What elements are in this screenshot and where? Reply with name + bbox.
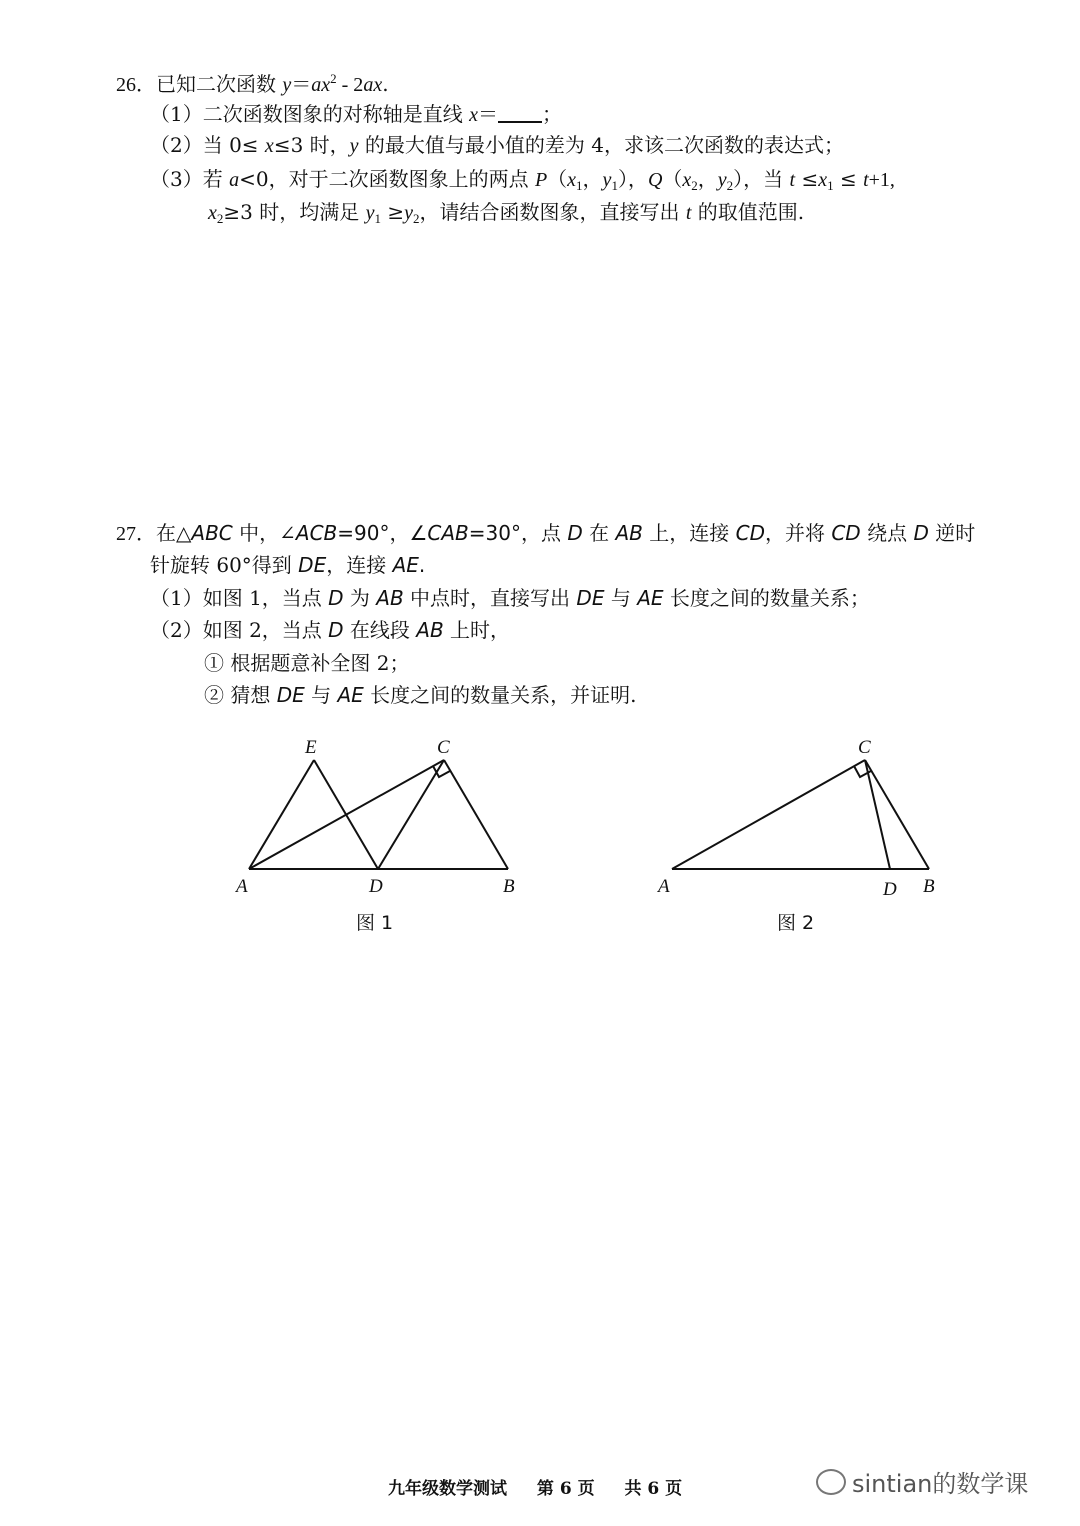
q26-part-3 (150, 166, 895, 199)
footer-grade: 九年级数学测试 (388, 1479, 507, 1499)
q27-CD1: CD (735, 521, 765, 545)
q27-s2-a: ② 猜想 (204, 683, 277, 707)
q27-p1-DE: DE (576, 586, 605, 610)
fig1-label-B: B (503, 876, 515, 897)
wechat-icon (816, 1469, 846, 1495)
q27-D2: D (913, 521, 929, 545)
q27-l2-b: ，连接 (326, 553, 393, 577)
q27-l1-g: ，并将 (764, 521, 832, 545)
q26-p3-lp2: （ (662, 167, 683, 191)
q27-p1-a: （1）如图 1，当点 (150, 586, 329, 610)
q26-p3-x1: x (567, 169, 577, 191)
q26-p3-sub1b: 1 (611, 178, 618, 193)
fig1-label-E: E (305, 737, 317, 758)
q27-l2-c: . (418, 553, 426, 577)
q26-minus: - 2 (336, 74, 364, 96)
q27-p2-AB: AB (416, 618, 444, 642)
q26-p3-sub1a: 1 (576, 178, 583, 193)
fig2-segment-CB (865, 760, 929, 869)
fig1-label-D: D (369, 876, 383, 897)
q27-l1-b: 中，∠ (232, 521, 296, 545)
q27-part-2 (150, 617, 510, 643)
q26-p1-text: （1）二次函数图象的对称轴是直线 (150, 102, 470, 126)
q26-var-y: y (282, 74, 292, 96)
q26-p1-x: x (469, 104, 478, 126)
q26-p3-y1: y (602, 169, 612, 191)
q26-p3-le1: ≤ (795, 167, 819, 191)
q26-p3-sub1c: 1 (827, 178, 834, 193)
q26-p2-y: y (349, 135, 359, 157)
q26-p3-comma2: ， (697, 167, 718, 191)
fig2-label-B: B (923, 876, 935, 897)
q27-s2-b: 与 (304, 683, 338, 707)
q27-l1-d: =30°，点 (468, 521, 568, 545)
q26-p3-comma1: ， (582, 167, 603, 191)
fig1-segment-AE (249, 760, 314, 869)
q26-var-ax2: ax (363, 74, 383, 96)
q27-l2-a: 针旋转 60°得到 (150, 553, 299, 577)
q27-number: 27． (116, 523, 156, 545)
q26-p3-x1b: x (818, 169, 828, 191)
q27-p2-D: D (328, 618, 344, 642)
q26-p3-sub2c: 2 (216, 211, 224, 226)
q27-sub-1 (204, 650, 409, 676)
q27-CAB: CAB (427, 521, 469, 545)
q27-sub-2 (204, 682, 637, 708)
q27-l1-h: 绕点 (860, 521, 914, 545)
q26-p2-a: （2）当 0≤ (150, 133, 265, 157)
q26-p3-l2e: 的取值范围. (691, 200, 805, 224)
fig2-segment-AC (672, 760, 865, 869)
q26-p3-t2: t (863, 169, 869, 191)
q26-p3-l2d: ，请结合函数图象，直接写出 (419, 200, 686, 224)
q26-p3-x2: x (682, 169, 692, 191)
q26-p3-plus1: +1, (868, 169, 895, 191)
q26-exponent: 2 (330, 71, 337, 86)
page-footer (388, 1474, 706, 1499)
q26-p3-a: （3）若 (150, 167, 230, 191)
q26-var-ax: ax (311, 74, 331, 96)
q27-p2-b: 在线段 (343, 618, 417, 642)
q27-CD2: CD (831, 521, 861, 545)
fig2-label-C: C (858, 737, 871, 758)
fig2-caption: 图 2 (777, 912, 815, 934)
figure-2 (672, 760, 929, 869)
q26-end: . (382, 72, 389, 96)
q27-DE1: DE (298, 553, 327, 577)
q27-p1-b: 为 (343, 586, 377, 610)
q27-l1-i: 逆时 (928, 521, 976, 545)
q27-p2-c: 上时， (443, 618, 511, 642)
footer-page: 第 6 页 (536, 1479, 595, 1499)
q26-p3-sub1d: 1 (374, 211, 381, 226)
q27-AE1: AE (392, 553, 419, 577)
q27-p1-c: 中点时，直接写出 (403, 586, 577, 610)
watermark-text: sintian的数学课 (852, 1470, 1029, 1498)
q26-line-1 (116, 66, 389, 98)
footer-total: 共 6 页 (624, 1479, 683, 1499)
q26-p3-sub2a: 2 (691, 178, 698, 193)
q26-p3-P: P (534, 169, 548, 191)
q26-p1-end: ； (541, 102, 562, 126)
q27-p2-a: （2）如图 2，当点 (150, 618, 329, 642)
q26-p3-y2: y (717, 169, 727, 191)
q27-p1-AB: AB (376, 586, 404, 610)
q27-s2-AE: AE (337, 683, 364, 707)
q27-l1-e: 在 (582, 521, 616, 545)
q26-part-3-line-2 (208, 199, 804, 232)
q27-ABC: ABC (191, 521, 233, 545)
fig1-segment-ED (314, 760, 378, 869)
q26-p3-sub2b: 2 (726, 178, 734, 193)
fig1-segment-DC (378, 760, 444, 869)
q27-l1-f: 上，连接 (642, 521, 736, 545)
q26-number: 26． (116, 74, 156, 96)
q26-p3-le2: ≤ (833, 167, 864, 191)
q26-p3-y2b: y (404, 202, 413, 224)
q26-p3-x2b: x (208, 202, 217, 224)
q26-p3-t: t (789, 169, 796, 191)
fig2-label-D: D (883, 879, 897, 900)
fig1-label-A: A (236, 876, 248, 897)
q27-p1-D: D (328, 586, 344, 610)
figure-1 (249, 760, 508, 869)
q27-ACB: ACB (295, 521, 338, 545)
q26-p2-c: 的最大值与最小值的差为 4，求该二次函数的表达式； (358, 133, 844, 157)
q27-p1-e: 长度之间的数量关系； (663, 586, 870, 610)
q26-p3-b: <0，对于二次函数图象上的两点 (239, 167, 535, 191)
q27-p1-AE: AE (637, 586, 664, 610)
q27-s2-DE: DE (276, 683, 305, 707)
watermark (816, 1464, 1028, 1499)
fig1-caption: 图 1 (356, 912, 394, 934)
fig1-label-C: C (437, 737, 450, 758)
q26-p3-t3: t (685, 202, 692, 224)
fig2-label-A: A (658, 876, 670, 897)
q27-s1: ① 根据题意补全图 2； (204, 651, 410, 675)
q26-p1-eq: ＝ (477, 102, 498, 126)
q27-AB1: AB (615, 521, 643, 545)
q26-p3-l2b: ≥3 时，均满足 (223, 200, 366, 224)
q26-part-1 (150, 101, 562, 128)
q26-p3-ge: ≥ (380, 200, 405, 224)
q26-p3-a-var: a (229, 169, 240, 191)
q27-l1-c: =90°，∠ (337, 521, 428, 545)
q27-line-2 (150, 552, 425, 578)
q26-eq: ＝ (291, 72, 312, 96)
q27-part-1 (150, 585, 870, 611)
answer-blank (498, 101, 542, 123)
q26-intro: 已知二次函数 (156, 72, 283, 96)
fig2-segment-CD (865, 760, 890, 869)
q26-p2-b: ≤3 时， (273, 133, 350, 157)
geometry-figures (0, 720, 1080, 960)
fig1-segment-CB (444, 760, 508, 869)
q26-p3-sub2d: 2 (413, 211, 420, 226)
q26-p3-Q: Q (647, 169, 663, 191)
q27-D1: D (567, 521, 583, 545)
q26-p2-x: x (264, 135, 274, 157)
q26-p3-y1b: y (365, 202, 375, 224)
q26-p3-rp1: ）， (617, 167, 648, 191)
q26-part-2 (150, 132, 844, 159)
q26-p3-f: ），当 (733, 167, 790, 191)
q27-s2-c: 长度之间的数量关系，并证明. (363, 683, 637, 707)
q27-l1-a: 在△ (156, 521, 192, 545)
q26-p3-lp1: （ (547, 167, 568, 191)
q27-p1-d: 与 (604, 586, 638, 610)
q27-line-1 (116, 520, 975, 547)
